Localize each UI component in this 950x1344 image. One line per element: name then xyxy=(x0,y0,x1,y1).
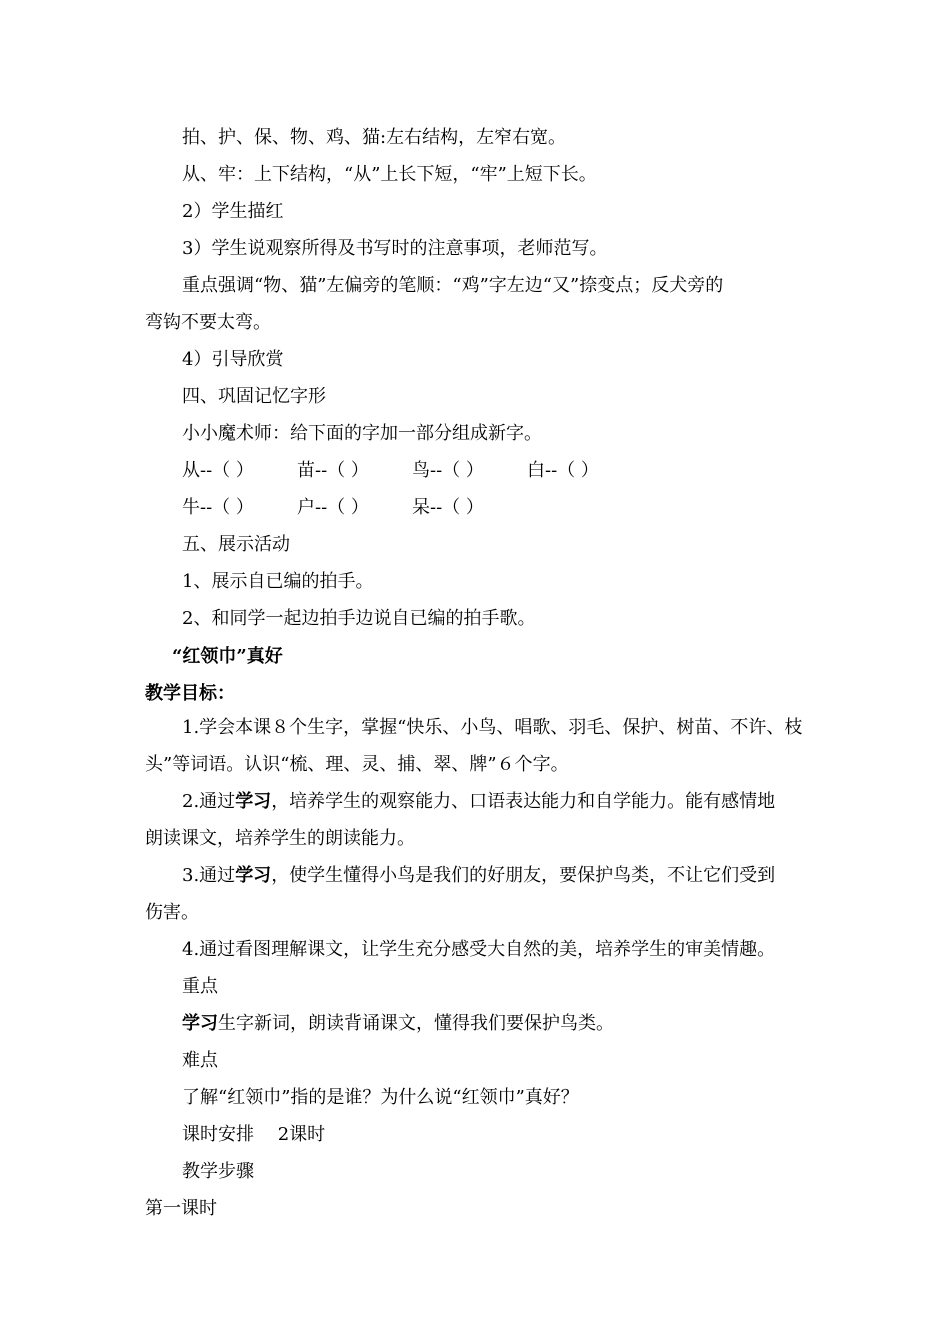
line-activity-1: 1、展示自已编的拍手。 xyxy=(182,571,374,592)
goal-3-cont: 伤害。 xyxy=(145,902,199,923)
difficulty-text: 了解“红领巾”指的是谁？为什么说“红领巾”真好？ xyxy=(182,1087,579,1108)
line-emphasis-cont: 弯钩不要太弯。 xyxy=(145,312,271,333)
goal-2 xyxy=(182,790,775,814)
line-stroke-structure-2: 从、牢：上下结构，“从”上长下短，“牢”上短下长。 xyxy=(182,164,597,185)
difficulty-heading: 难点 xyxy=(182,1050,218,1071)
key-points-bold: 学习 xyxy=(182,1013,218,1034)
first-period: 第一课时 xyxy=(145,1198,217,1219)
exercise-item: 呆--（ ） xyxy=(412,497,484,518)
goal-3-bold: 学习 xyxy=(235,865,272,886)
goal-3 xyxy=(182,864,775,888)
exercise-item: 白--（ ） xyxy=(527,460,599,481)
exercise-item: 户--（ ） xyxy=(297,497,369,518)
exercise-item: 鸟--（ ） xyxy=(412,460,484,481)
line-activity-2: 2、和同学一起边拍手边说自已编的拍手歌。 xyxy=(182,608,536,629)
goal-3-prefix: 3.通过 xyxy=(182,865,236,886)
goal-1-cont: 头”等词语。认识“梳、理、灵、捕、翠、牌”６个字。 xyxy=(145,754,569,775)
key-points xyxy=(182,1012,614,1036)
goal-2-cont: 朗读课文，培养学生的朗读能力。 xyxy=(145,828,415,849)
line-magician: 小小魔术师：给下面的字加一部分组成新字。 xyxy=(182,423,542,444)
teaching-steps: 教学步骤 xyxy=(182,1161,254,1182)
lesson-title: “红领巾”真好 xyxy=(172,646,283,667)
schedule: 课时安排 2课时 xyxy=(182,1124,326,1145)
goal-3-text: ，使学生懂得小鸟是我们的好朋友，要保护鸟类，不让它们受到 xyxy=(271,865,776,886)
line-step-observe: 3）学生说观察所得及书写时的注意事项，老师范写。 xyxy=(182,238,608,259)
line-step-tracing: 2）学生描红 xyxy=(182,201,284,222)
section-heading-4: 四、巩固记忆字形 xyxy=(182,386,326,407)
exercise-item: 牛--（ ） xyxy=(182,497,254,518)
goals-heading: 教学目标： xyxy=(145,683,235,704)
key-points-text: 生字新词，朗读背诵课文，懂得我们要保护鸟类。 xyxy=(218,1013,614,1034)
goal-4: 4.通过看图理解课文，让学生充分感受大自然的美，培养学生的审美情趣。 xyxy=(182,939,776,960)
section-heading-5: 五、展示活动 xyxy=(182,534,290,555)
line-step-appreciate: 4）引导欣赏 xyxy=(182,349,284,370)
line-stroke-structure-1: 拍、护、保、物、鸡、猫:左右结构，左窄右宽。 xyxy=(182,127,567,148)
line-emphasis: 重点强调“物、猫”左偏旁的笔顺：“鸡”字左边“又”捺变点；反犬旁的 xyxy=(182,275,724,296)
exercise-item: 从--（ ） xyxy=(182,460,254,481)
goal-1: 1.学会本课８个生字，掌握“快乐、小鸟、唱歌、羽毛、保护、树苗、不许、枝 xyxy=(182,717,803,738)
exercise-item: 苗--（ ） xyxy=(297,460,369,481)
goal-2-text: ，培养学生的观察能力、口语表达能力和自学能力。能有感情地 xyxy=(271,791,776,812)
goal-2-bold: 学习 xyxy=(235,791,272,812)
key-points-heading: 重点 xyxy=(182,976,218,997)
goal-2-prefix: 2.通过 xyxy=(182,791,236,812)
